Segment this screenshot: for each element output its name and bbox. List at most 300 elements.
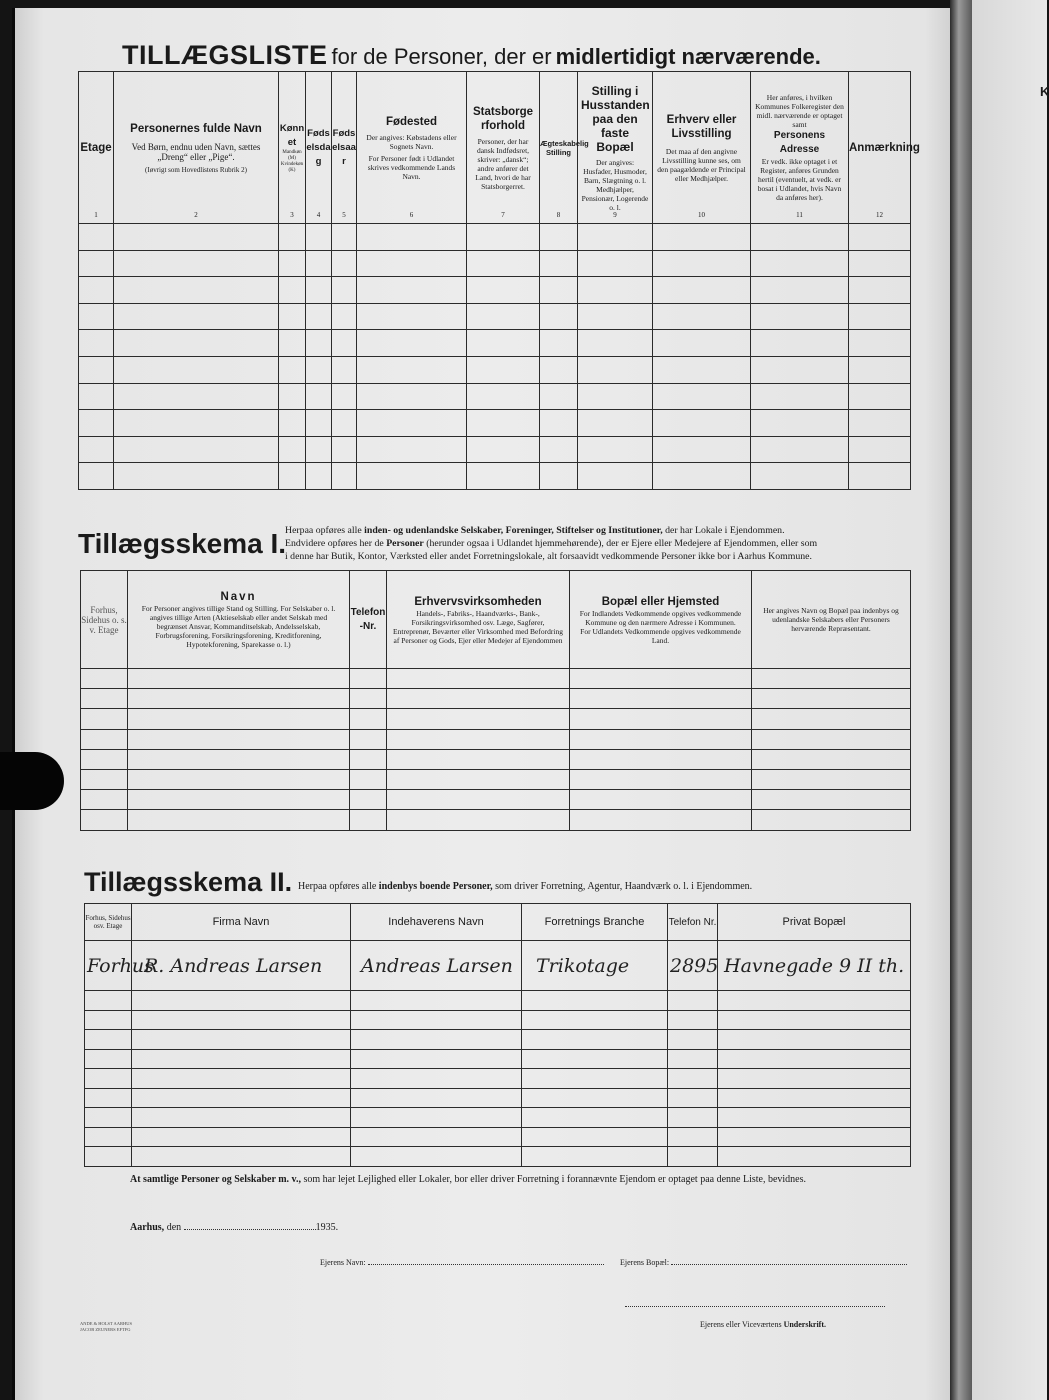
table-cell[interactable]: [387, 790, 570, 810]
table-cell[interactable]: [540, 383, 578, 410]
table-cell[interactable]: [668, 1088, 718, 1108]
table-cell[interactable]: [128, 769, 350, 789]
main-list-table: [78, 71, 920, 490]
col-erhverv: Erhverv eller Livsstilling Det maa af den angivne Livsstilling kunne ses, om den paagældende er Principal eller Medhjælper. 10: [653, 72, 751, 224]
schema1-row: [81, 769, 911, 789]
table-cell[interactable]: [85, 1127, 132, 1147]
schema1-row: [81, 790, 911, 810]
table-cell[interactable]: [668, 1069, 718, 1089]
table-cell[interactable]: [81, 749, 128, 769]
table-cell[interactable]: [653, 224, 751, 251]
facing-page-edge-text: K: [1040, 84, 1049, 99]
table-cell[interactable]: [332, 330, 357, 357]
table-cell[interactable]: [332, 277, 357, 304]
table-cell[interactable]: [306, 436, 332, 463]
table-cell[interactable]: [114, 303, 279, 330]
table-cell[interactable]: [132, 1127, 351, 1147]
owner-address-line: [620, 1258, 907, 1267]
table-cell[interactable]: [522, 1049, 668, 1069]
table-cell[interactable]: [752, 810, 911, 830]
table-cell[interactable]: [540, 303, 578, 330]
table-cell[interactable]: [653, 250, 751, 277]
table1-body: [79, 224, 911, 490]
table-cell[interactable]: [522, 1108, 668, 1128]
table-cell[interactable]: [570, 689, 752, 709]
table-cell[interactable]: [114, 277, 279, 304]
table-cell[interactable]: [570, 790, 752, 810]
table-cell[interactable]: [79, 463, 114, 490]
table-cell[interactable]: [81, 769, 128, 789]
table-cell[interactable]: [718, 1049, 911, 1069]
schema2-row: [85, 1088, 911, 1108]
table-cell[interactable]: [128, 749, 350, 769]
table-cell[interactable]: [128, 729, 350, 749]
schema2-row: [85, 991, 911, 1011]
table-cell[interactable]: [306, 410, 332, 437]
table-cell[interactable]: [653, 303, 751, 330]
table-cell[interactable]: [81, 689, 128, 709]
table-cell[interactable]: [668, 1010, 718, 1030]
table1-row: [79, 224, 911, 251]
table-cell[interactable]: [357, 356, 467, 383]
col-koennet: Kønnet Mandkøn (M) Kvindekøn (K) 3: [279, 72, 306, 224]
table-cell[interactable]: [357, 224, 467, 251]
table-cell[interactable]: [332, 383, 357, 410]
table-cell[interactable]: [132, 1010, 351, 1030]
s1-col-bopael: Bopæl eller Hjemsted For Indlandets Vedkommende opgives vedkommende Kommune og den nærmere Adresse i Kommunen. For Udlandets Vedkommende opgives vedkommende Land.: [570, 571, 752, 669]
table1-row: [79, 436, 911, 463]
table-cell[interactable]: [849, 303, 911, 330]
table-cell[interactable]: [357, 277, 467, 304]
schema1-description: [285, 524, 913, 563]
table-cell[interactable]: [467, 410, 540, 437]
table-cell[interactable]: [467, 224, 540, 251]
entry-branche: Trikotage: [522, 941, 668, 991]
table-cell[interactable]: [279, 224, 306, 251]
entry-firma: R. Andreas Larsen: [132, 941, 351, 991]
title-for: for de Personer, der er: [331, 44, 552, 69]
table-cell[interactable]: [306, 303, 332, 330]
table-cell[interactable]: [81, 790, 128, 810]
s1-col-telefon: Telefon-Nr.: [350, 571, 387, 669]
table-cell[interactable]: [79, 436, 114, 463]
table-cell[interactable]: [79, 303, 114, 330]
table-cell[interactable]: [351, 1030, 522, 1050]
table-cell[interactable]: [752, 689, 911, 709]
table-cell[interactable]: [653, 356, 751, 383]
table-cell[interactable]: [128, 810, 350, 830]
owner-name-label: Ejerens Navn:: [320, 1258, 366, 1267]
table-cell[interactable]: [540, 356, 578, 383]
table-cell[interactable]: [81, 729, 128, 749]
table-cell[interactable]: [467, 436, 540, 463]
table-cell[interactable]: [718, 1010, 911, 1030]
table-cell[interactable]: [522, 1030, 668, 1050]
table-cell[interactable]: [668, 1108, 718, 1128]
table-cell[interactable]: [540, 436, 578, 463]
printer-line-2: JACOB ZEUNERS EFTFG: [80, 1327, 131, 1332]
table-cell[interactable]: [467, 303, 540, 330]
table-cell[interactable]: [279, 303, 306, 330]
table-cell[interactable]: [578, 303, 653, 330]
schema1-desc-1a: Herpaa opføres alle: [285, 525, 362, 536]
table-cell[interactable]: [540, 330, 578, 357]
table-cell[interactable]: [351, 1088, 522, 1108]
table1-row: [79, 356, 911, 383]
table-cell[interactable]: [578, 277, 653, 304]
table-cell[interactable]: [668, 1147, 718, 1167]
table-cell[interactable]: [332, 224, 357, 251]
table-cell[interactable]: [85, 1108, 132, 1128]
table-cell[interactable]: [132, 991, 351, 1011]
table-cell[interactable]: [351, 1069, 522, 1089]
table-cell[interactable]: [751, 224, 849, 251]
table-cell[interactable]: [79, 250, 114, 277]
table-cell[interactable]: [306, 356, 332, 383]
entry-etage: Forhus: [85, 941, 132, 991]
schema2-table: [84, 903, 911, 1167]
table-cell[interactable]: [718, 1127, 911, 1147]
table-cell[interactable]: [752, 669, 911, 689]
table-cell[interactable]: [718, 1069, 911, 1089]
table-cell[interactable]: [849, 410, 911, 437]
page-title: [122, 40, 821, 71]
footer-statement: [130, 1174, 920, 1185]
schema2-header-row: [85, 904, 911, 941]
col-statsborgerforhold: Statsborgerforhold Personer, der har dansk Indfødsret, skriver: „dansk“; andre anfører det Land, hvori de har Statsborgerret. 7: [467, 72, 540, 224]
table-cell[interactable]: [279, 436, 306, 463]
table-cell[interactable]: [849, 277, 911, 304]
schema2-row: [85, 1127, 911, 1147]
table-cell[interactable]: [81, 709, 128, 729]
table-cell[interactable]: [350, 790, 387, 810]
table-cell[interactable]: [751, 463, 849, 490]
table-cell[interactable]: [114, 436, 279, 463]
table-cell[interactable]: [351, 991, 522, 1011]
schema1-row: [81, 810, 911, 830]
year-label: 1935.: [315, 1222, 339, 1233]
table-cell[interactable]: [849, 436, 911, 463]
schema1-row: [81, 669, 911, 689]
city-label: Aarhus,: [130, 1222, 165, 1233]
table-cell[interactable]: [357, 463, 467, 490]
col-foedselsaar: Fødselsaar 5: [332, 72, 357, 224]
schema1-row: [81, 709, 911, 729]
table-cell[interactable]: [653, 410, 751, 437]
table-cell[interactable]: [279, 277, 306, 304]
schema2-description: [298, 881, 752, 892]
table1-header-row: [79, 72, 911, 224]
table-cell[interactable]: [849, 250, 911, 277]
table-cell[interactable]: [85, 1069, 132, 1089]
owner-name-field[interactable]: [368, 1264, 604, 1265]
table1-row: [79, 383, 911, 410]
table-cell[interactable]: [467, 330, 540, 357]
table-cell[interactable]: [751, 303, 849, 330]
table-cell[interactable]: [128, 669, 350, 689]
table-cell[interactable]: [85, 1010, 132, 1030]
table1-row: [79, 410, 911, 437]
schema1-desc-3: i denne har Butik, Kontor, Værksted eller andet Forretningslokale, alt forsaavidt vedkommende Personer ikke bor i Aarhus Kommune.: [285, 551, 812, 562]
table-cell[interactable]: [132, 1049, 351, 1069]
table-cell[interactable]: [132, 1108, 351, 1128]
table-cell[interactable]: [570, 669, 752, 689]
table-cell[interactable]: [752, 790, 911, 810]
schema1-row: [81, 689, 911, 709]
table-cell[interactable]: [653, 277, 751, 304]
table-cell[interactable]: [578, 356, 653, 383]
table-cell[interactable]: [578, 383, 653, 410]
col-personens-adresse: Her anføres, i hvilken Kommunes Folkeregister den midl. nærværende er optaget samt Personens Adresse Er vedk. ikke optaget i et Register, anføres Grunden hertil (eventuelt, at vedk. er bosat i Udlandet, hvis Navn da anføres her). 11: [751, 72, 849, 224]
schema1-desc-1b: inden- og udenlandske Selskaber, Foreninger, Stiftelser og Institutioner,: [364, 525, 663, 536]
table-cell[interactable]: [306, 224, 332, 251]
table-cell[interactable]: [79, 224, 114, 251]
table-cell[interactable]: [114, 463, 279, 490]
table-cell[interactable]: [79, 330, 114, 357]
table-cell[interactable]: [849, 356, 911, 383]
printer-line-1: ANDE & HOLST AARHUS: [80, 1321, 133, 1326]
table-cell[interactable]: [332, 463, 357, 490]
table-cell[interactable]: [718, 1108, 911, 1128]
table-cell[interactable]: [467, 356, 540, 383]
table-cell[interactable]: [570, 729, 752, 749]
table-cell[interactable]: [522, 1088, 668, 1108]
table-cell[interactable]: [540, 410, 578, 437]
schema2-row: [85, 1069, 911, 1089]
table-cell[interactable]: [85, 1030, 132, 1050]
table-cell[interactable]: [387, 729, 570, 749]
table-cell[interactable]: [522, 1147, 668, 1167]
table-cell[interactable]: [751, 277, 849, 304]
thumb-shadow: [0, 752, 64, 810]
table-cell[interactable]: [332, 356, 357, 383]
table-cell[interactable]: [306, 250, 332, 277]
table-cell[interactable]: [351, 1127, 522, 1147]
table-cell[interactable]: [653, 383, 751, 410]
table-cell[interactable]: [522, 1069, 668, 1089]
col-aegteskabelig: Ægteskabelig Stilling 8: [540, 72, 578, 224]
table-cell[interactable]: [357, 250, 467, 277]
table-cell[interactable]: [387, 769, 570, 789]
table-cell[interactable]: [350, 669, 387, 689]
table-cell[interactable]: [751, 250, 849, 277]
schema1-desc-2a: Endvidere opføres her de: [285, 538, 384, 549]
s1-col-erhverv: Erhvervsvirksomheden Handels-, Fabriks-, Haandværks-, Bank-, Forsikringsvirksomhed osv. Læge, Sagfører, Entreprenør, Beværter eller Virksomhed med Befordring af Personer og Gods, Ejer eller Medejer af Ejendommen: [387, 571, 570, 669]
table-cell[interactable]: [132, 1088, 351, 1108]
table-cell[interactable]: [718, 991, 911, 1011]
table1-row: [79, 303, 911, 330]
table-cell[interactable]: [351, 1010, 522, 1030]
schema2-row: [85, 1108, 911, 1128]
entry-telefon: 2895: [668, 941, 718, 991]
table-cell[interactable]: [79, 410, 114, 437]
statement-bold: At samtlige Personer og Selskaber m. v.,: [130, 1174, 302, 1185]
s2-col-indehaver: Indehaverens Navn: [351, 904, 522, 941]
table-cell[interactable]: [387, 749, 570, 769]
table-cell[interactable]: [85, 991, 132, 1011]
table-cell[interactable]: [350, 810, 387, 830]
table-cell[interactable]: [114, 224, 279, 251]
s2-col-privat-bopael: Privat Bopæl: [718, 904, 911, 941]
schema1-desc-2c: (herunder ogsaa i Udlandet hjemmehørende), der er Ejere eller Medejere af Ejendommen, eller som: [426, 538, 818, 549]
table-cell[interactable]: [306, 277, 332, 304]
table-cell[interactable]: [752, 769, 911, 789]
table-cell[interactable]: [467, 463, 540, 490]
table-cell[interactable]: [85, 1147, 132, 1167]
table-cell[interactable]: [668, 1127, 718, 1147]
table-cell[interactable]: [751, 383, 849, 410]
table-cell[interactable]: [279, 250, 306, 277]
table-cell[interactable]: [114, 356, 279, 383]
table-cell[interactable]: [132, 1030, 351, 1050]
table-cell[interactable]: [114, 250, 279, 277]
table-cell[interactable]: [849, 383, 911, 410]
table-cell[interactable]: [79, 356, 114, 383]
table-cell[interactable]: [351, 1147, 522, 1167]
table-cell[interactable]: [114, 383, 279, 410]
table-cell[interactable]: [578, 224, 653, 251]
schema2-desc-a: Herpaa opføres alle: [298, 881, 377, 892]
table-cell[interactable]: [350, 769, 387, 789]
table-cell[interactable]: [306, 383, 332, 410]
owner-address-field[interactable]: [671, 1264, 907, 1265]
col-fulde-navn: Personernes fulde Navn Ved Børn, endnu uden Navn, sættes „Dreng“ eller „Pige“. (Iøvrigt som Hovedlistens Rubrik 2) 2: [114, 72, 279, 224]
date-field[interactable]: [184, 1229, 316, 1230]
table-cell[interactable]: [540, 463, 578, 490]
schema2-desc-b: indenbys boende Personer,: [378, 881, 493, 892]
table-cell[interactable]: [578, 463, 653, 490]
table-cell[interactable]: [668, 1030, 718, 1050]
table-cell[interactable]: [718, 1088, 911, 1108]
table-cell[interactable]: [81, 810, 128, 830]
owner-name-line: [320, 1258, 604, 1267]
table-cell[interactable]: [653, 436, 751, 463]
table-cell[interactable]: [718, 1030, 911, 1050]
table-cell[interactable]: [522, 1010, 668, 1030]
table-cell[interactable]: [752, 709, 911, 729]
table-cell[interactable]: [751, 356, 849, 383]
table-cell[interactable]: [357, 383, 467, 410]
table-cell[interactable]: [357, 330, 467, 357]
table-cell[interactable]: [128, 709, 350, 729]
schema2-entry-row: [85, 941, 911, 991]
table-cell[interactable]: [128, 689, 350, 709]
table-cell[interactable]: [387, 669, 570, 689]
table-cell[interactable]: [350, 689, 387, 709]
printer-imprint: [80, 1321, 132, 1333]
table-cell[interactable]: [114, 330, 279, 357]
table-cell[interactable]: [668, 1049, 718, 1069]
table-cell[interactable]: [570, 810, 752, 830]
table-cell[interactable]: [332, 303, 357, 330]
table-cell[interactable]: [81, 669, 128, 689]
table-cell[interactable]: [351, 1108, 522, 1128]
table-cell[interactable]: [522, 991, 668, 1011]
table-cell[interactable]: [332, 250, 357, 277]
table-cell[interactable]: [653, 463, 751, 490]
table-cell[interactable]: [668, 991, 718, 1011]
table1-row: [79, 250, 911, 277]
table-cell[interactable]: [752, 729, 911, 749]
schema1-header-row: [81, 571, 911, 669]
den-label: den: [166, 1222, 182, 1233]
table-cell[interactable]: [79, 383, 114, 410]
schema2-body: [85, 991, 911, 1167]
table-cell[interactable]: [79, 277, 114, 304]
signature-field[interactable]: [625, 1306, 885, 1307]
table-cell[interactable]: [357, 436, 467, 463]
table-cell[interactable]: [357, 410, 467, 437]
table-cell[interactable]: [350, 749, 387, 769]
table-cell[interactable]: [306, 330, 332, 357]
table-cell[interactable]: [387, 709, 570, 729]
schema1-row: [81, 729, 911, 749]
table-cell[interactable]: [653, 330, 751, 357]
table-cell[interactable]: [751, 410, 849, 437]
schema2-desc-c: som driver Forretning, Agentur, Haandværk o. l. i Ejendommen.: [495, 881, 753, 892]
table-cell[interactable]: [128, 790, 350, 810]
table-cell[interactable]: [540, 250, 578, 277]
owner-address-label: Ejerens Bopæl:: [620, 1258, 670, 1267]
table-cell[interactable]: [350, 709, 387, 729]
table-cell[interactable]: [578, 250, 653, 277]
table-cell[interactable]: [570, 709, 752, 729]
table-cell[interactable]: [849, 463, 911, 490]
table-cell[interactable]: [132, 1147, 351, 1167]
table-cell[interactable]: [357, 303, 467, 330]
table-cell[interactable]: [467, 250, 540, 277]
table-cell[interactable]: [578, 436, 653, 463]
table-cell[interactable]: [578, 410, 653, 437]
table-cell[interactable]: [387, 810, 570, 830]
table-cell[interactable]: [351, 1049, 522, 1069]
entry-bopael: Havnegade 9 II th.: [718, 941, 911, 991]
table-cell[interactable]: [570, 749, 752, 769]
table-cell[interactable]: [332, 436, 357, 463]
table-cell[interactable]: [279, 410, 306, 437]
table-cell[interactable]: [279, 330, 306, 357]
schema2-row: [85, 1147, 911, 1167]
table-cell[interactable]: [132, 1069, 351, 1089]
table-cell[interactable]: [279, 356, 306, 383]
table-cell[interactable]: [751, 330, 849, 357]
table-cell[interactable]: [751, 436, 849, 463]
table-cell[interactable]: [350, 729, 387, 749]
table-cell[interactable]: [279, 383, 306, 410]
table-cell[interactable]: [306, 463, 332, 490]
table-cell[interactable]: [387, 689, 570, 709]
table-cell[interactable]: [332, 410, 357, 437]
table-cell[interactable]: [718, 1147, 911, 1167]
title-end: midlertidigt nærværende.: [555, 44, 821, 69]
table-cell[interactable]: [570, 769, 752, 789]
table-cell[interactable]: [467, 277, 540, 304]
table-cell[interactable]: [114, 410, 279, 437]
table-cell[interactable]: [522, 1127, 668, 1147]
table-cell[interactable]: [752, 749, 911, 769]
table-cell[interactable]: [85, 1049, 132, 1069]
table-cell[interactable]: [279, 463, 306, 490]
table-cell[interactable]: [540, 277, 578, 304]
table1-row: [79, 277, 911, 304]
table-cell[interactable]: [849, 224, 911, 251]
table-cell[interactable]: [85, 1088, 132, 1108]
table-cell[interactable]: [467, 383, 540, 410]
s1-col-repraesentant: Her angives Navn og Bopæl paa indenbys og udenlandske Selskabers eller Personers herværende Repræsentant.: [752, 571, 911, 669]
table-cell[interactable]: [540, 224, 578, 251]
table-cell[interactable]: [849, 330, 911, 357]
table-cell[interactable]: [578, 330, 653, 357]
